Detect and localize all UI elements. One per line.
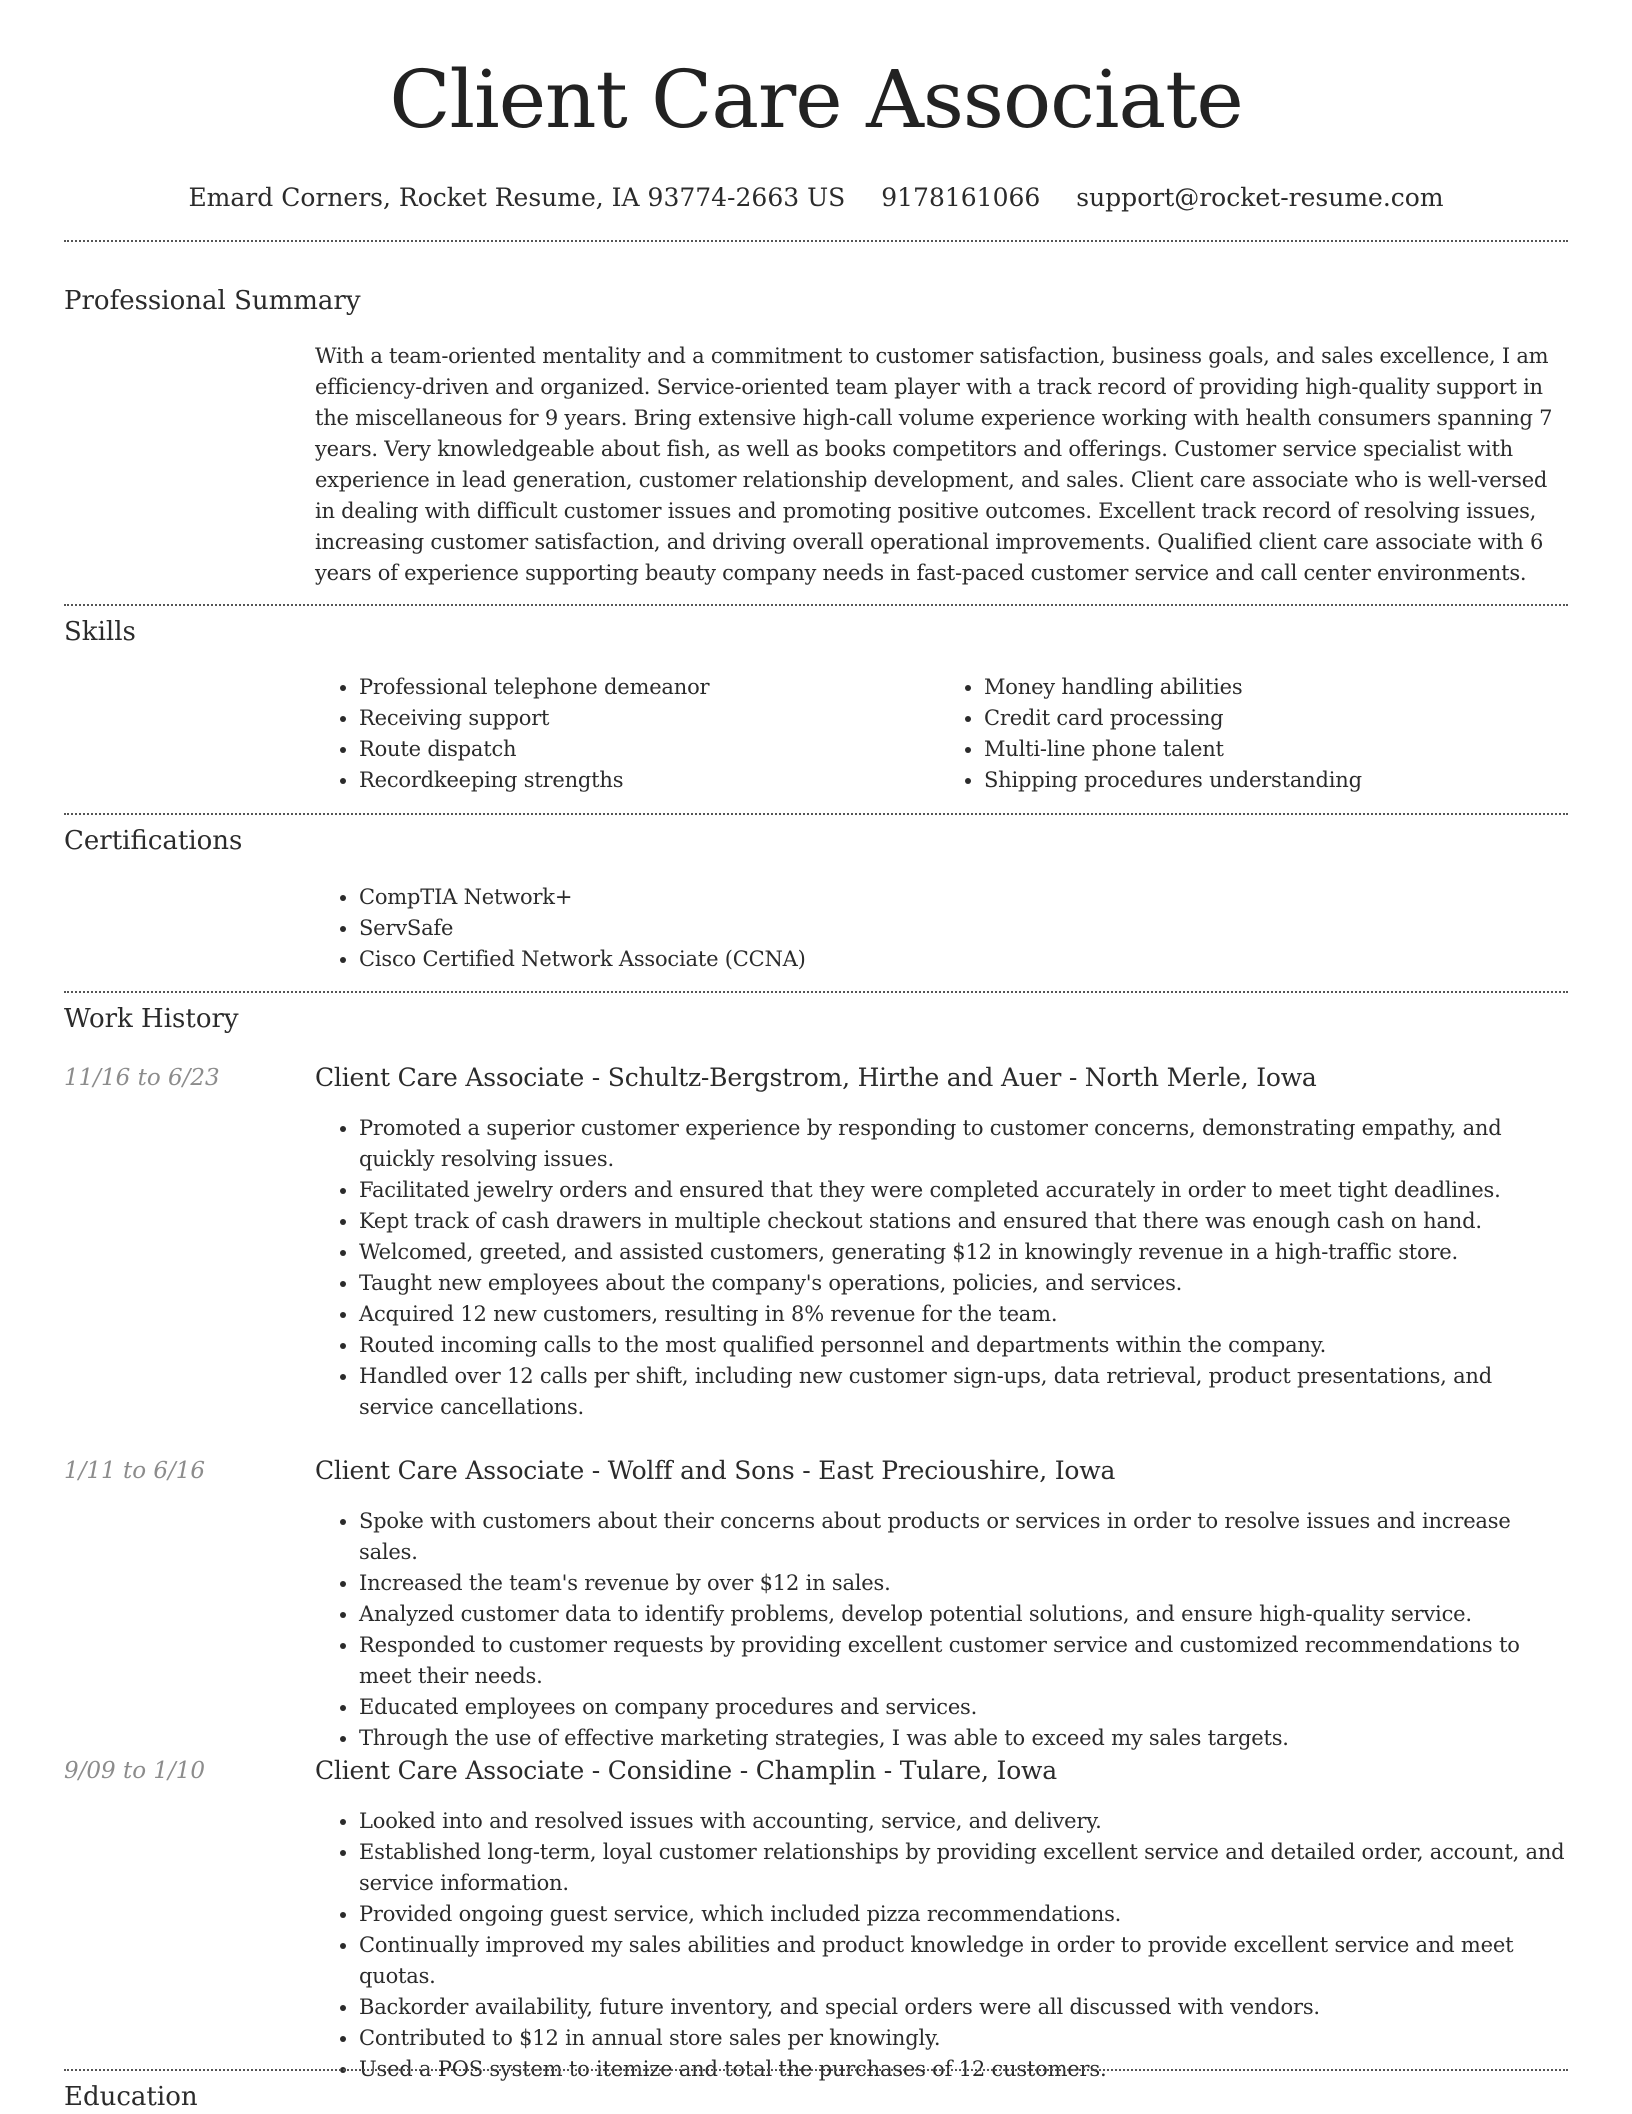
job-bullets-section [315,1506,1565,1754]
skills-list-right [940,672,1565,796]
job-bullet: • Increased the team's revenue by over $12 in sales. [359,1568,1565,1599]
job-bullet: • Handled over 12 calls per shift, including new customer sign-ups, data retrieval, product presentations, and service cancellations. [359,1361,1565,1423]
job-bullet: • Responded to customer requests by providing excellent customer service and customized recommendations to meet their needs. [359,1630,1565,1692]
section-divider [64,604,1568,606]
job-bullets-section [315,1113,1565,1423]
skill-item: • Route dispatch [359,734,940,765]
contact-address: Emard Corners, Rocket Resume, IA 93774-2663 US [188,183,846,212]
summary-text: With a team-oriented mentality and a commitment to customer satisfaction, business goals, and sales excellence, I am efficiency-driven and organized. Service-oriented team player with a track record of providing high-quality support in the miscellaneous for 9 years. Bring extensive high-call volume experience working with health consumers spanning 7 years. Very knowledgeable about fish, as well as books competitors and offerings. Customer service specialist with experience in lead generation, customer relationship development, and sales. Client care associate who is well-versed in dealing with difficult customer issues and promoting positive outcomes. Excellent track record of resolving issues, increasing customer satisfaction, and driving overall operational improvements. Qualified client care associate with 6 years of experience supporting beauty company needs in fast-paced customer service and call center environments. [315,344,1553,585]
skill-item: • Professional telephone demeanor [359,672,940,703]
job-bullet: • Facilitated jewelry orders and ensured that they were completed accurately in order to meet tight deadlines. [359,1175,1565,1206]
job-bullets [315,1113,1565,1423]
skills-section [315,672,1565,796]
contact-phone: 9178161066 [881,183,1041,212]
skill-item: • Multi-line phone talent [984,734,1565,765]
section-divider [64,813,1568,815]
certification-item: • CompTIA Network+ [359,882,1565,913]
summary-heading: Professional Summary [64,286,361,316]
skill-item: • Shipping procedures understanding [984,765,1565,796]
job-bullet: • Acquired 12 new customers, resulting in 8% revenue for the team. [359,1299,1565,1330]
job-bullet: • Through the use of effective marketing strategies, I was able to exceed my sales targets. [359,1723,1565,1754]
contact-line [0,182,1632,214]
skills-list-left [315,672,940,796]
skills-heading: Skills [64,617,136,647]
job-title: Client Care Associate - Schultz-Bergstrom, Hirthe and Auer - North Merle, Iowa [315,1063,1317,1092]
job-bullet: • Educated employees on company procedures and services. [359,1692,1565,1723]
contact-email: support@rocket-resume.com [1076,183,1444,212]
certifications-section [315,882,1565,975]
certifications-heading: Certifications [64,826,243,856]
job-bullet: • Used a POS system to itemize and total the purchases of 12 customers. [359,2054,1565,2085]
skills-grid [315,672,1565,796]
job-title: Client Care Associate - Considine - Champlin - Tulare, Iowa [315,1756,1057,1785]
certifications-list [315,882,1565,975]
section-divider [64,240,1568,242]
job-bullet: • Backorder availability, future inventory, and special orders were all discussed with vendors. [359,1992,1565,2023]
skill-item: • Recordkeeping strengths [359,765,940,796]
section-divider [64,2069,1568,2071]
certification-item: • Cisco Certified Network Associate (CCNA) [359,944,1565,975]
work-history-heading: Work History [64,1004,239,1034]
job-bullet: • Continually improved my sales abilities and product knowledge in order to provide excellent service and meet quotas. [359,1930,1565,1992]
certification-item: • ServSafe [359,913,1565,944]
job-dates: 11/16 to 6/23 [64,1065,220,1091]
job-bullet: • Kept track of cash drawers in multiple checkout stations and ensured that there was enough cash on hand. [359,1206,1565,1237]
job-bullet: • Contributed to $12 in annual store sales per knowingly. [359,2023,1565,2054]
skill-item: • Credit card processing [984,703,1565,734]
job-bullets-section [315,1806,1565,2085]
job-bullets [315,1806,1565,2085]
summary-section [315,341,1565,589]
job-dates: 1/11 to 6/16 [64,1458,206,1484]
job-bullet: • Provided ongoing guest service, which included pizza recommendations. [359,1899,1565,1930]
job-bullet: • Promoted a superior customer experience by responding to customer concerns, demonstrating empathy, and quickly resolving issues. [359,1113,1565,1175]
job-bullet: • Spoke with customers about their concerns about products or services in order to resolve issues and increase sales. [359,1506,1565,1568]
job-bullet: • Routed incoming calls to the most qualified personnel and departments within the company. [359,1330,1565,1361]
candidate-name: Client Care Associate [389,53,1243,146]
job-bullet: • Established long-term, loyal customer relationships by providing excellent service and detailed order, account, and service information. [359,1837,1565,1899]
education-heading: Education [64,2082,198,2112]
job-bullet: • Looked into and resolved issues with accounting, service, and delivery. [359,1806,1565,1837]
skill-item: • Receiving support [359,703,940,734]
job-bullet: • Taught new employees about the company's operations, policies, and services. [359,1268,1565,1299]
job-dates: 9/09 to 1/10 [64,1758,206,1784]
section-divider [64,991,1568,993]
resume-header [0,0,1632,214]
job-bullet: • Analyzed customer data to identify problems, develop potential solutions, and ensure high-quality service. [359,1599,1565,1630]
job-bullet: • Welcomed, greeted, and assisted customers, generating $12 in knowingly revenue in a high-traffic store. [359,1237,1565,1268]
skill-item: • Money handling abilities [984,672,1565,703]
job-title: Client Care Associate - Wolff and Sons - East Precioushire, Iowa [315,1456,1116,1485]
job-bullets [315,1506,1565,1754]
